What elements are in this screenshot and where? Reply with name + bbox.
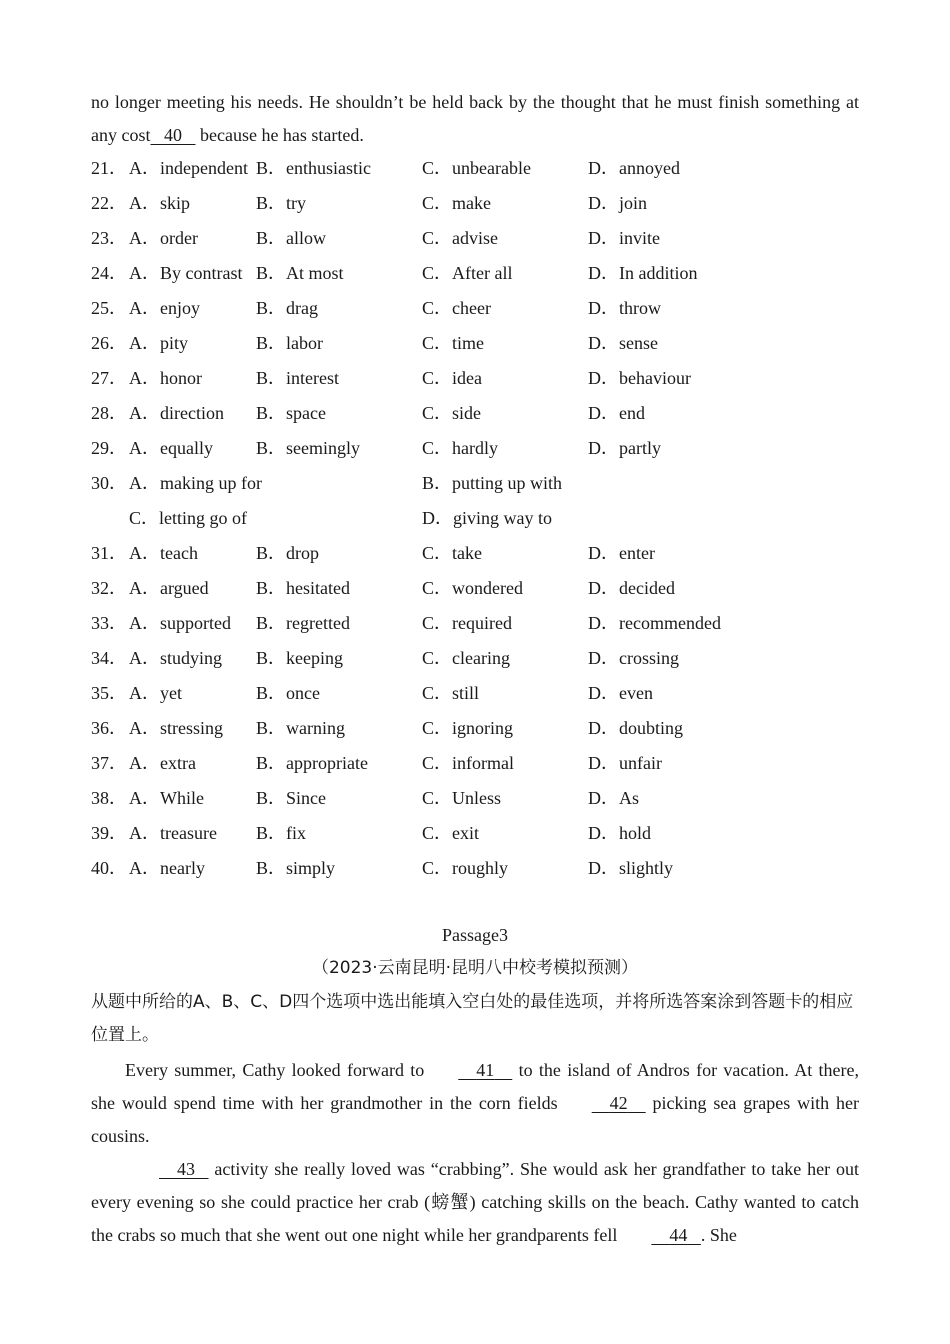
- option-c: C．idea: [422, 368, 482, 388]
- option-a: A．treasure: [129, 823, 217, 843]
- option-b: B．try: [256, 193, 307, 213]
- question-27: 27． A．honor B．interest C．idea D．behaviour: [91, 361, 871, 396]
- option-a: A．extra: [129, 753, 196, 773]
- option-b: B．putting up with: [422, 473, 563, 493]
- question-21: 21． A．independent B．enthusiastic C．unbearable D．annoyed: [91, 151, 871, 186]
- option-b: B．drag: [256, 298, 318, 318]
- option-d: D．unfair: [588, 753, 662, 773]
- option-c: C．Unless: [422, 788, 502, 808]
- option-a: A．stressing: [129, 718, 223, 738]
- option-c: C．still: [422, 683, 480, 703]
- option-d: D．invite: [588, 228, 660, 248]
- option-a: A．direction: [129, 403, 224, 423]
- option-a: A．honor: [129, 368, 202, 388]
- option-d: D．crossing: [588, 648, 679, 668]
- option-d: D．In addition: [588, 263, 698, 283]
- option-a: A．By contrast: [129, 263, 243, 283]
- option-b: B．drop: [256, 543, 319, 563]
- option-d: D．recommended: [588, 613, 721, 633]
- passage2-text: no longer meeting his needs. He shouldn’t be held back by the thought that he must finish something at any cost: [91, 92, 859, 145]
- option-b: B．once: [256, 683, 320, 703]
- blank-40: 40: [163, 125, 182, 145]
- option-b: B．simply: [256, 858, 336, 878]
- option-c: C．hardly: [422, 438, 498, 458]
- option-c: C．exit: [422, 823, 479, 843]
- question-34: 34． A．studying B．keeping C．clearing D．crossing: [91, 641, 871, 676]
- option-b: B．space: [256, 403, 326, 423]
- option-c: C．clearing: [422, 648, 510, 668]
- question-39: 39． A．treasure B．fix C．exit D．hold: [91, 816, 871, 851]
- option-c: C．cheer: [422, 298, 491, 318]
- option-b: B．seemingly: [256, 438, 360, 458]
- blank-44: 44: [669, 1225, 688, 1245]
- blank-42: 42: [609, 1093, 628, 1113]
- option-c: C．ignoring: [422, 718, 514, 738]
- question-36: 36． A．stressing B．warning C．ignoring D．doubting: [91, 711, 871, 746]
- option-d: D．behaviour: [588, 368, 691, 388]
- option-d: D．join: [588, 193, 648, 213]
- option-d: D．partly: [588, 438, 661, 458]
- option-c: C．make: [422, 193, 491, 213]
- option-d: D．even: [588, 683, 653, 703]
- option-d: D．slightly: [588, 858, 674, 878]
- passage-source: （2023·云南昆明·昆明八中校考模拟预测）: [311, 958, 639, 978]
- option-b: B．appropriate: [256, 753, 368, 773]
- blank-43: 43: [177, 1159, 195, 1179]
- passage-title: Passage3: [442, 925, 508, 945]
- option-a: A．making up for: [129, 473, 262, 493]
- option-c: C．letting go of: [129, 508, 247, 528]
- question-23: 23． A．order B．allow C．advise D．invite: [91, 221, 871, 256]
- passage2-text-after: because he has started.: [195, 125, 364, 145]
- question-26: 26． A．pity B．labor C．time D．sense: [91, 326, 871, 361]
- question-40: 40． A．nearly B．simply C．roughly D．slightly: [91, 851, 871, 886]
- option-b: B．fix: [256, 823, 307, 843]
- option-d: D．hold: [588, 823, 651, 843]
- option-d: D．end: [588, 403, 645, 423]
- option-b: B．warning: [256, 718, 345, 738]
- option-c: C．unbearable: [422, 158, 531, 178]
- option-a: A．While: [129, 788, 204, 808]
- question-33: 33． A．supported B．regretted C．required D．recommended: [91, 606, 871, 641]
- option-d: D．enter: [588, 543, 655, 563]
- option-c: C．side: [422, 403, 482, 423]
- option-d: D．decided: [588, 578, 675, 598]
- question-38: 38． A．While B．Since C．Unless D．As: [91, 781, 871, 816]
- option-c: C．wondered: [422, 578, 523, 598]
- option-b: B．enthusiastic: [256, 158, 371, 178]
- question-37: 37． A．extra B．appropriate C．informal D．unfair: [91, 746, 871, 781]
- option-b: B．interest: [256, 368, 339, 388]
- option-d: D．giving way to: [422, 508, 552, 528]
- option-a: A．independent: [129, 158, 248, 178]
- option-c: C．required: [422, 613, 512, 633]
- option-c: C．time: [422, 333, 484, 353]
- option-a: A．supported: [129, 613, 231, 633]
- option-a: A．order: [129, 228, 198, 248]
- passage3-paragraph-2: 43 activity she really loved was “crabbing”. She would ask her grandfather to take her out every evening so she could practice her crab (螃蟹) catching skills on the beach. Cathy wanted to catch the crabs so much that she went out one night while her grandparents fell 44 . She: [91, 1153, 859, 1252]
- option-b: B．At most: [256, 263, 344, 283]
- option-a: A．nearly: [129, 858, 205, 878]
- option-a: A．skip: [129, 193, 191, 213]
- option-b: B．regretted: [256, 613, 350, 633]
- option-a: A．enjoy: [129, 298, 200, 318]
- option-d: D．annoyed: [588, 158, 680, 178]
- option-a: A．argued: [129, 578, 209, 598]
- question-25: 25． A．enjoy B．drag C．cheer D．throw: [91, 291, 871, 326]
- option-d: D．sense: [588, 333, 658, 353]
- option-c: C．advise: [422, 228, 498, 248]
- question-28: 28． A．direction B．space C．side D．end: [91, 396, 871, 431]
- option-a: A．pity: [129, 333, 189, 353]
- option-c: C．After all: [422, 263, 513, 283]
- question-24: 24． A．By contrast B．At most C．After all D．In addition: [91, 256, 871, 291]
- passage2-ending: [91, 86, 859, 152]
- option-d: D．throw: [588, 298, 661, 318]
- question-30-row2: [91, 501, 871, 536]
- question-30: 30． A．making up for B．putting up with: [91, 466, 871, 501]
- option-c: C．informal: [422, 753, 514, 773]
- option-b: B．Since: [256, 788, 326, 808]
- option-d: D．As: [588, 788, 640, 808]
- question-22: 22． A．skip B．try C．make D．join: [91, 186, 871, 221]
- option-b: B．labor: [256, 333, 323, 353]
- option-a: A．studying: [129, 648, 223, 668]
- passage-instruction: 从题中所给的A、B、C、D四个选项中选出能填入空白处的最佳选项，并将所选答案涂到答题卡的相应位置上。: [91, 992, 854, 1045]
- option-d: D．doubting: [588, 718, 684, 738]
- option-a: A．equally: [129, 438, 213, 458]
- option-b: B．hesitated: [256, 578, 350, 598]
- option-c: C．take: [422, 543, 482, 563]
- option-a: A．yet: [129, 683, 182, 703]
- question-31: 31． A．teach B．drop C．take D．enter: [91, 536, 871, 571]
- option-a: A．teach: [129, 543, 198, 563]
- question-32: 32． A．argued B．hesitated C．wondered D．decided: [91, 571, 871, 606]
- option-b: B．allow: [256, 228, 326, 248]
- blank-41: 41: [476, 1060, 495, 1080]
- passage3-paragraph-1: Every summer, Cathy looked forward to 41 to the island of Andros for vacation. At there, she would spend time with her grandmother in the corn fields 42 picking sea grapes with her cousins.: [91, 1054, 859, 1153]
- option-b: B．keeping: [256, 648, 343, 668]
- question-29: 29． A．equally B．seemingly C．hardly D．partly: [91, 431, 871, 466]
- question-35: 35． A．yet B．once C．still D．even: [91, 676, 871, 711]
- option-c: C．roughly: [422, 858, 509, 878]
